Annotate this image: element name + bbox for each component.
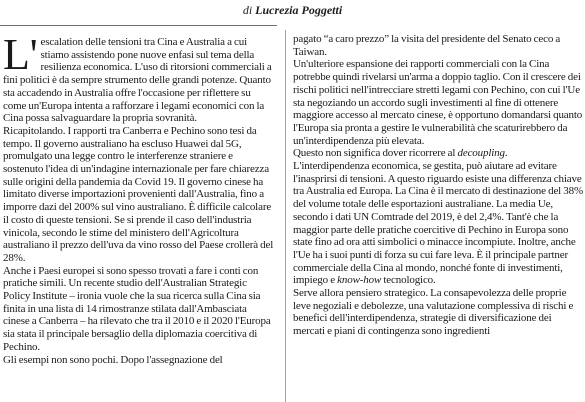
- paragraph: Gli esempi non sono pochi. Dopo l'assegnazione del: [3, 353, 223, 366]
- author-name: Lucrezia Poggetti: [255, 3, 343, 17]
- paragraph-text: escalation delle tensioni tra Cina e Australia a cui stiamo assistendo pone nuove enfasi sul tema della resilienza economica. L'uso di ritorsioni commerciali a fini politici è da sempre strumento delle grandi potenze. Quanto sta accadendo in Australia offre l'occasione per riflettere su come un'Europa intenta a rafforzare i legami economici con la Cina possa salvaguardare la propria sovranità.: [3, 36, 272, 125]
- paragraph: [293, 147, 583, 287]
- top-rule: [0, 25, 277, 26]
- paragraph-text: Questo non significa dover ricorrere al: [293, 147, 458, 160]
- byline: [0, 3, 585, 17]
- paragraph: Un'ulteriore espansione dei rapporti commerciali con la Cina potrebbe quindi rivelarsi un'arma a doppio taglio. Con il crescere dei rischi politici nell'intrecciare stretti legami con Pechino, con cui l'Ue sta negoziando un accordo sugli investimenti al fine di ottenere maggiore accesso al mercato cinese, è opportuno domandarsi quanto l'Europa sia pronta a gestire le vulnerabilità che scaturirebbero da un'interdipendenza più elevata.: [293, 58, 583, 147]
- paragraph: Serve allora pensiero strategico. La consapevolezza delle proprie leve negoziali e debolezze, una valutazione complessiva di rischi e benefici dell'interdipendenza, strategie di diversificazione dei mercati e piani di contingenza sono ingredienti: [293, 287, 574, 338]
- emphasis-term: decoupling: [457, 147, 505, 160]
- paragraph: Ricapitolando. I rapporti tra Canberra e Pechino sono tesi da tempo. Il governo australiano ha escluso Huawei dal 5G, promulgato una legge contro le interferenze straniere e sostenuto l'idea di un'indagine internazionale per fare chiarezza sulle origini della pandemia da Covid 19. Il governo cinese ha limitato diverse importazioni provenienti dall'Australia, fino a imporre dazi del 200% sul vino australiano. È difficile calcolare il costo di queste tensioni. Se si prende il caso dell'industria vinicola, secondo le stime del ministero dell'Agricoltura australiano il prezzo dell'uva da vino rosso del Paese crollerà del 28%.: [3, 124, 274, 264]
- paragraph-text: . L'interdipendenza economica, se gestita, può aiutare ad evitare l'inasprirsi di tensioni. A questo riguardo esiste una differenza chiave tra Australia ed Europa. La Cina è il mercato di destinazione del 38% del volume totale delle esportazioni australiane. La media Ue, secondo i dati UN Comtrade del 2019, è del 2,4%. Tant'è che la maggior parte delle pratiche coercitive di Pechino in Europa sono state fino ad ora atti simbolici o minacce incompiute. Inoltre, anche l'Ue ha i suoi punti di forza su cui fare leva. È il principale partner commerciale della Cina al mondo, nonché fonte di investimenti, impiego e: [293, 147, 583, 287]
- column-divider: [285, 30, 286, 402]
- right-column: [293, 33, 583, 338]
- paragraph: [3, 30, 275, 125]
- paragraph-text: tecnologico.: [381, 274, 436, 287]
- left-column: [3, 30, 275, 366]
- emphasis-term: know-how: [337, 274, 382, 287]
- drop-cap: L': [3, 30, 38, 79]
- paragraph: Anche i Paesi europei si sono spesso trovati a fare i conti con pratiche simili. Un recente studio dell'Australian Strategic Policy Institute – ironia vuole che la sua ricerca sulla Cina sia finita in una lista di 14 rimostranze stilata dall'Ambasciata cinese a Canberra – ha rilevato che tra il 2010 e il 2020 l'Europa sia stata il principale bersaglio della diplomazia coercitiva di Pechino.: [3, 264, 271, 353]
- byline-prefix: di: [242, 3, 253, 17]
- paragraph: pagato “a caro prezzo” la visita del presidente del Senato ceco a Taiwan.: [293, 33, 561, 58]
